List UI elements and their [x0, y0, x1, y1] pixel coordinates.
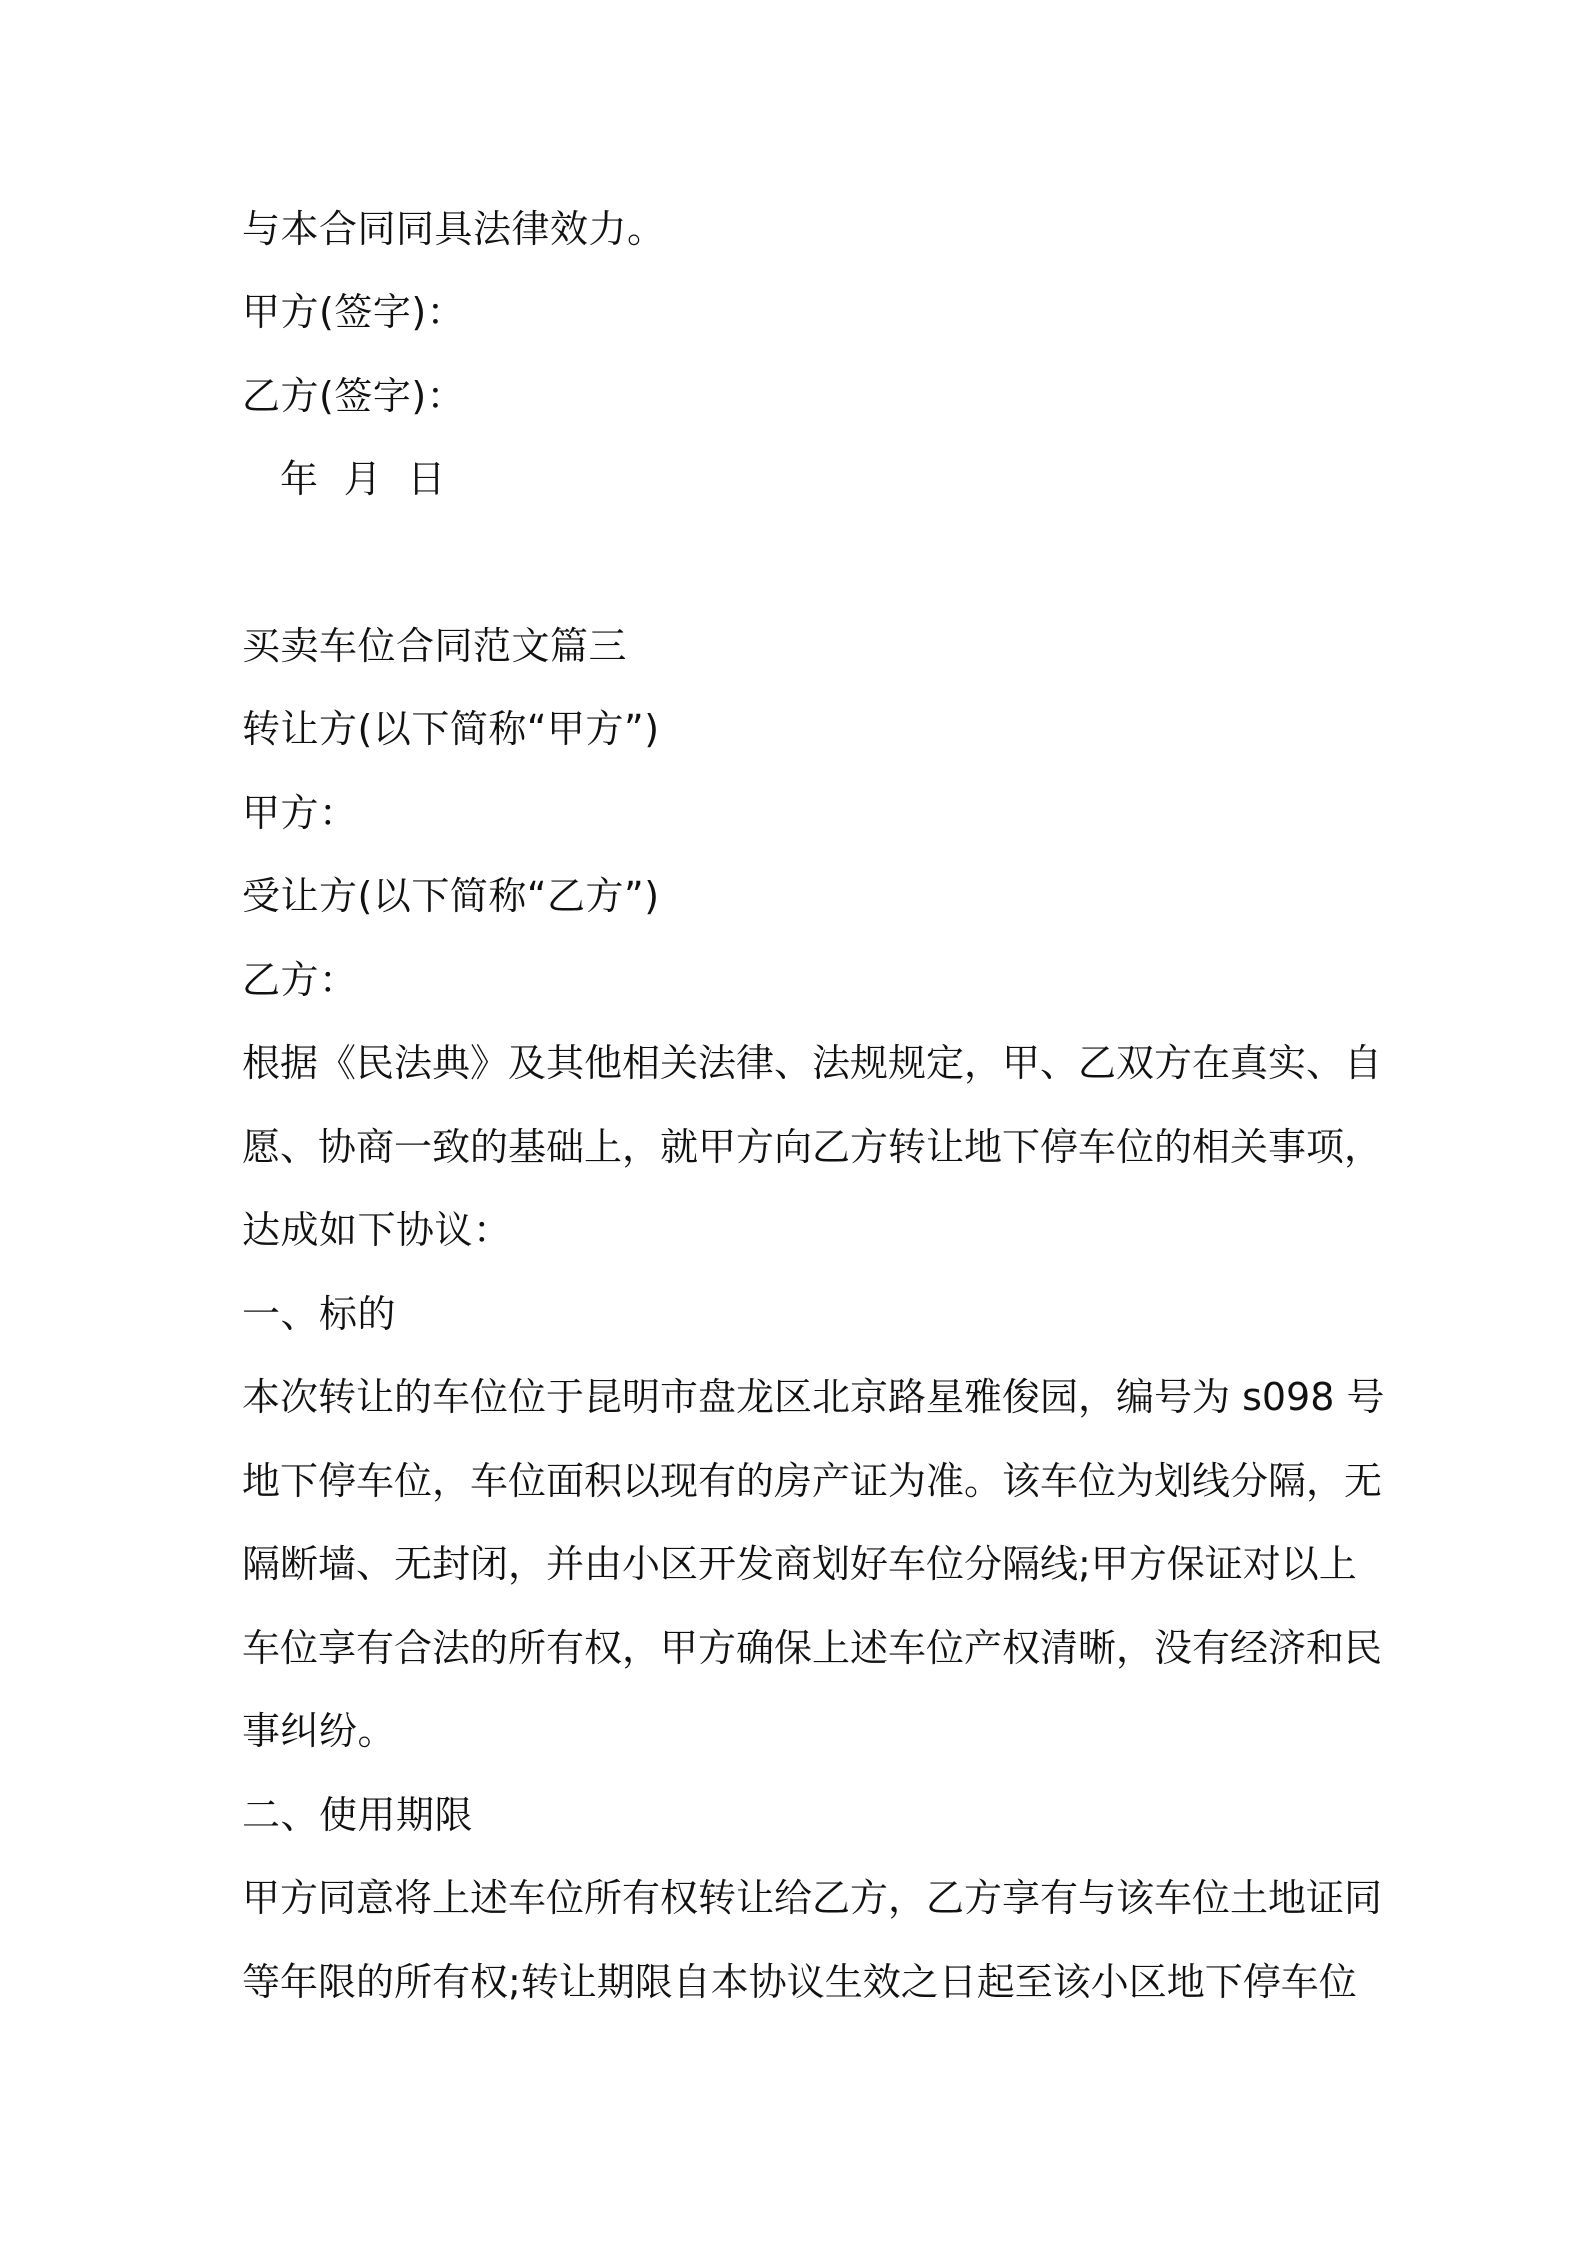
clause-heading: 二、使用期限: [242, 1793, 474, 1837]
transferor-line: 转让方(以下简称“甲方”): [242, 707, 660, 751]
clause-heading: 一、标的: [242, 1292, 397, 1336]
paragraph-line: 本次转让的车位位于昆明市盘龙区北京路星雅俊园，编号为 s098 号: [242, 1375, 1385, 1419]
paragraph-line: 车位享有合法的所有权，甲方确保上述车位产权清晰，没有经济和民: [242, 1626, 1383, 1670]
paragraph-line: 地下停车位，车位面积以现有的房产证为准。该车位为划线分隔，无: [242, 1459, 1383, 1503]
party-a-line: 甲方：: [242, 791, 358, 835]
paragraph-line: 隔断墙、无封闭，并由小区开发商划好车位分隔线;甲方保证对以上: [242, 1542, 1357, 1586]
paragraph-line: 根据《民法典》及其他相关法律、法规规定，甲、乙双方在真实、自: [242, 1041, 1383, 1085]
party-b-line: 乙方：: [242, 958, 358, 1002]
party-b-signature-line: 乙方(签字)：: [242, 374, 466, 418]
paragraph-line: 达成如下协议：: [242, 1208, 512, 1252]
paragraph-line: 愿、协商一致的基础上，就甲方向乙方转让地下停车位的相关事项，: [242, 1125, 1383, 1169]
transferee-line: 受让方(以下简称“乙方”): [242, 874, 660, 918]
paragraph-line: 事纠纷。: [242, 1709, 397, 1753]
date-line: 年 月 日: [280, 457, 446, 501]
paragraph-line: 等年限的所有权;转让期限自本协议生效之日起至该小区地下停车位: [242, 1960, 1357, 2004]
section-title: 买卖车位合同范文篇三: [242, 624, 628, 668]
paragraph-line: 甲方同意将上述车位所有权转让给乙方，乙方享有与该车位土地证同: [242, 1876, 1383, 1920]
text-line: 与本合同同具法律效力。: [242, 207, 666, 251]
party-a-signature-line: 甲方(签字)：: [242, 290, 466, 334]
